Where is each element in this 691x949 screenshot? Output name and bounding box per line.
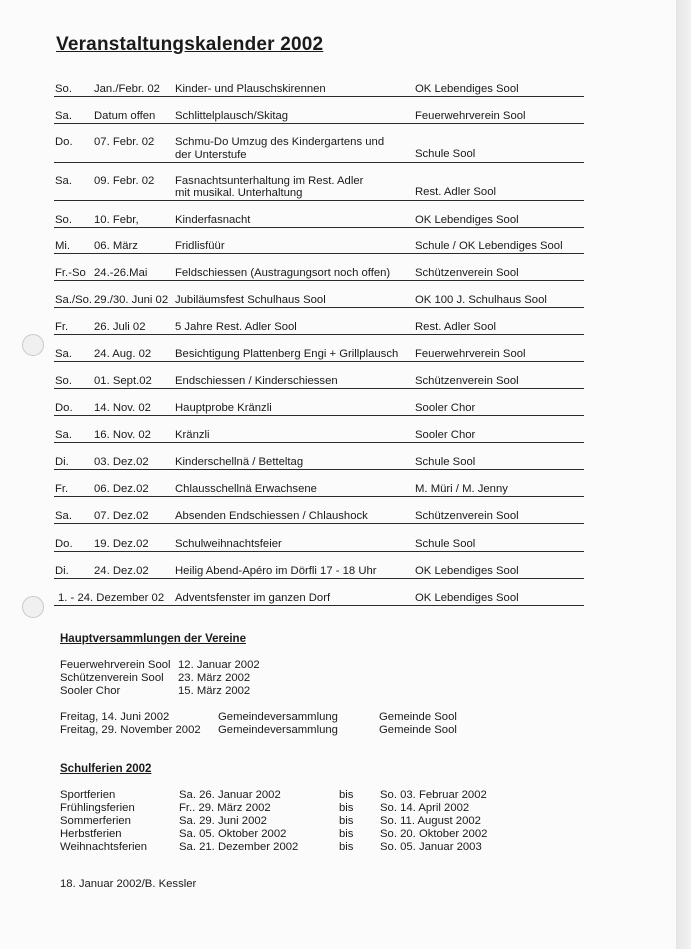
event-date: 09. Febr. 02: [94, 175, 155, 187]
event-row: [54, 83, 584, 97]
event-row: [54, 429, 584, 443]
event-day: Sa.: [55, 510, 72, 522]
event-date: 16. Nov. 02: [94, 429, 151, 441]
holiday-name: Sommerferien: [60, 815, 131, 827]
event-organizer: Sooler Chor: [415, 429, 476, 441]
event-row: [54, 110, 584, 124]
event-row: [54, 483, 584, 497]
event-title: Absenden Endschiessen / Chlaushock: [175, 510, 368, 522]
event-title-line-1: Fasnachtsunterhaltung im Rest. Adler: [175, 175, 364, 187]
holiday-start: Sa. 29. Juni 2002: [179, 815, 267, 827]
event-title-line-1: Schmu-Do Umzug des Kindergartens und: [175, 136, 385, 148]
event-day: So.: [55, 375, 72, 387]
event-row: [54, 214, 584, 228]
holiday-start: Sa. 21. Dezember 2002: [179, 841, 299, 853]
event-organizer: Schule Sool: [415, 538, 476, 550]
event-day: Di.: [55, 456, 69, 468]
document-footer: 18. Januar 2002/B. Kessler: [60, 878, 197, 890]
club-name: Feuerwehrverein Sool: [60, 659, 171, 671]
event-date: 29./30. Juni 02: [94, 294, 169, 306]
holiday-bis: bis: [339, 841, 354, 853]
event-date: 01. Sept.02: [94, 375, 152, 387]
holiday-bis: bis: [339, 789, 354, 801]
club-assembly-date: 23. März 2002: [178, 672, 251, 684]
event-date: 07. Febr. 02: [94, 136, 155, 148]
event-organizer: Schule / OK Lebendiges Sool: [415, 240, 563, 252]
page-edge: [676, 0, 691, 949]
holiday-bis: bis: [339, 802, 354, 814]
holiday-start: Fr.. 29. März 2002: [179, 802, 271, 814]
event-title: Feldschiessen (Austragungsort noch offen): [175, 267, 391, 279]
event-row: [54, 348, 584, 362]
holiday-name: Weihnachtsferien: [60, 841, 148, 853]
club-assembly-date: 12. Januar 2002: [178, 659, 260, 671]
event-organizer: OK Lebendiges Sool: [415, 214, 519, 226]
holiday-end: So. 05. Januar 2003: [380, 841, 482, 853]
event-day: Sa.: [55, 110, 72, 122]
holiday-end: So. 20. Oktober 2002: [380, 828, 488, 840]
event-title: Fridlisfüür: [175, 240, 225, 252]
event-title-line-2: mit musikal. Unterhaltung: [175, 187, 303, 199]
event-date: 03. Dez.02: [94, 456, 149, 468]
event-organizer: Feuerwehrverein Sool: [415, 348, 526, 360]
event-row: [54, 136, 584, 163]
punch-hole-lower: [22, 596, 44, 618]
event-organizer: OK Lebendiges Sool: [415, 565, 519, 577]
event-date: 19. Dez.02: [94, 538, 149, 550]
event-organizer: Sooler Chor: [415, 402, 476, 414]
holiday-end: So. 14. April 2002: [380, 802, 470, 814]
event-organizer: OK Lebendiges Sool: [415, 592, 519, 604]
event-day: Do.: [55, 136, 73, 148]
event-date: 1. - 24. Dezember 02: [58, 592, 165, 604]
event-title: Besichtigung Plattenberg Engi + Grillplausch: [175, 348, 399, 360]
event-organizer: Rest. Adler Sool: [415, 321, 497, 333]
event-title-line-2: der Unterstufe: [175, 149, 247, 161]
event-title: Endschiessen / Kinderschiessen: [175, 375, 338, 387]
event-day: Di.: [55, 565, 69, 577]
event-date: 26. Juli 02: [94, 321, 146, 333]
event-organizer: Schützenverein Sool: [415, 267, 519, 279]
event-title: Jubiläumsfest Schulhaus Sool: [175, 294, 326, 306]
municipal-meeting-org: Gemeinde Sool: [379, 711, 457, 723]
event-organizer: Feuerwehrverein Sool: [415, 110, 526, 122]
event-organizer: Schule Sool: [415, 456, 476, 468]
event-date: Jan./Febr. 02: [94, 83, 160, 95]
holidays-heading: Schulferien 2002: [60, 763, 152, 775]
event-title: Kinderfasnacht: [175, 214, 251, 226]
event-organizer: Schützenverein Sool: [415, 375, 519, 387]
event-row: [54, 321, 584, 335]
assemblies-heading: Hauptversammlungen der Vereine: [60, 633, 246, 645]
event-day: So.: [55, 214, 72, 226]
event-day: Do.: [55, 538, 73, 550]
event-row: [54, 375, 584, 389]
club-name: Schützenverein Sool: [60, 672, 164, 684]
club-name: Sooler Chor: [60, 685, 121, 697]
holiday-bis: bis: [339, 815, 354, 827]
event-row: [54, 267, 584, 281]
event-title: Adventsfenster im ganzen Dorf: [175, 592, 331, 604]
page-title: Veranstaltungskalender 2002: [56, 34, 324, 55]
event-day: Fr.: [55, 483, 69, 495]
event-organizer: OK 100 J. Schulhaus Sool: [415, 294, 547, 306]
event-title: Schlittelplausch/Skitag: [175, 110, 289, 122]
holiday-name: Herbstferien: [60, 828, 122, 840]
event-date: 10. Febr,: [94, 214, 139, 226]
event-day: So.: [55, 83, 72, 95]
holiday-name: Sportferien: [60, 789, 116, 801]
event-day: Fr.-So: [55, 267, 86, 279]
holiday-end: So. 11. August 2002: [380, 815, 481, 827]
holiday-name: Frühlingsferien: [60, 802, 135, 814]
event-organizer: M. Müri / M. Jenny: [415, 483, 508, 495]
municipal-meeting-type: Gemeindeversammlung: [218, 724, 338, 736]
event-date: 06. Dez.02: [94, 483, 149, 495]
event-day: Sa.: [55, 348, 72, 360]
event-title: Schulweihnachtsfeier: [175, 538, 282, 550]
event-day: Do.: [55, 402, 73, 414]
holiday-start: Sa. 05. Oktober 2002: [179, 828, 287, 840]
event-title: Chlausschellnä Erwachsene: [175, 483, 317, 495]
event-row: [54, 565, 584, 579]
event-day: Sa.: [55, 175, 72, 187]
club-assembly-date: 15. März 2002: [178, 685, 251, 697]
event-organizer: Schützenverein Sool: [415, 510, 519, 522]
municipal-meeting-type: Gemeindeversammlung: [218, 711, 338, 723]
punch-hole-upper: [22, 334, 44, 356]
event-row: [54, 510, 584, 524]
event-organizer: Rest. Adler Sool: [415, 186, 497, 198]
event-row: [54, 294, 584, 308]
municipal-meeting-date: Freitag, 14. Juni 2002: [60, 711, 170, 723]
event-row: [54, 240, 584, 254]
event-day: Sa.: [55, 429, 72, 441]
municipal-meeting-date: Freitag, 29. November 2002: [60, 724, 201, 736]
event-date: 24. Dez.02: [94, 565, 149, 577]
event-organizer: OK Lebendiges Sool: [415, 83, 519, 95]
event-day: Mi.: [55, 240, 71, 252]
event-row: [54, 402, 584, 416]
event-date: Datum offen: [94, 110, 156, 122]
event-title: Heilig Abend-Apéro im Dörfli 17 - 18 Uhr: [175, 565, 377, 577]
municipal-meeting-org: Gemeinde Sool: [379, 724, 457, 736]
event-date: 07. Dez.02: [94, 510, 149, 522]
event-date: 24.-26.Mai: [94, 267, 148, 279]
event-date: 06. März: [94, 240, 138, 252]
holiday-end: So. 03. Februar 2002: [380, 789, 487, 801]
holiday-bis: bis: [339, 828, 354, 840]
event-date: 14. Nov. 02: [94, 402, 151, 414]
event-title: Kränzli: [175, 429, 210, 441]
event-row: [54, 175, 584, 201]
event-title: 5 Jahre Rest. Adler Sool: [175, 321, 297, 333]
holiday-start: Sa. 26. Januar 2002: [179, 789, 281, 801]
event-day: Fr.: [55, 321, 69, 333]
event-title: Hauptprobe Kränzli: [175, 402, 272, 414]
event-row: [54, 456, 584, 470]
event-row: [54, 538, 584, 552]
event-title: Kinder- und Plauschskirennen: [175, 83, 326, 95]
event-date: 24. Aug. 02: [94, 348, 152, 360]
event-day: Sa./So.: [55, 294, 93, 306]
event-title: Kinderschellnä / Betteltag: [175, 456, 304, 468]
event-row: [54, 592, 584, 606]
event-organizer: Schule Sool: [415, 148, 476, 160]
